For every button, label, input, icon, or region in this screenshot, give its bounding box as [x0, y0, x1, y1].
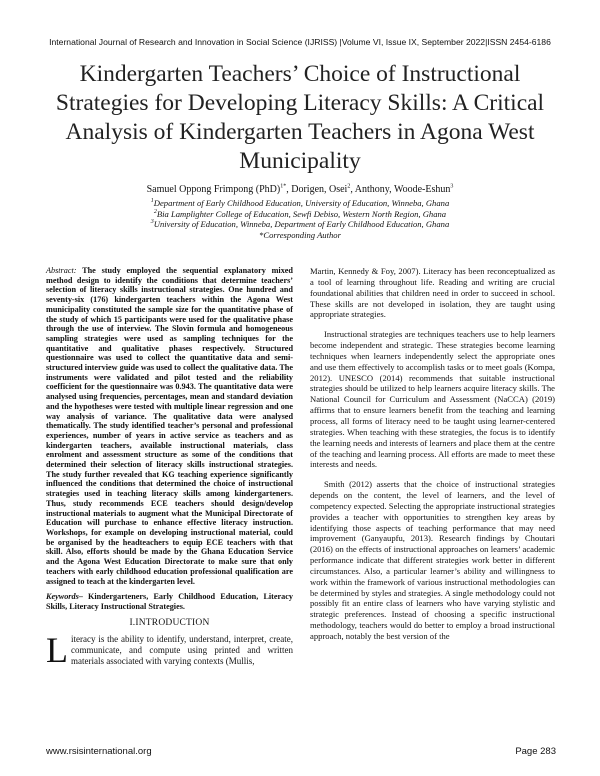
corresponding-author: *Corresponding Author	[259, 229, 341, 240]
footer-page-number: Page 283	[515, 746, 556, 757]
abstract-label: Abstract:	[46, 266, 77, 275]
section-heading-introduction: I.INTRODUCTION	[129, 617, 210, 628]
abstract-text: The study employed the sequential explanatory mixed method design to identify the conditions that determine teachers’ selection of literacy skills instructional strategies. One hundred and seventy-six (176) kindergarten teachers within the Agona West municipality constituted the sample size for the quantitative phase of the study of which 15 participants were used for the qualitative phase through the use of interview. The Slovin formula and homogeneous sampling strategies were used as sampling techniques for the quantitative and qualitative phases respectively. Structured questionnaire was used to collect the quantitative data and semi-structured interview guide was used to collect the qualitative data. The instruments were validated and pilot tested and the reliability coefficient for the questionnaire was 0.943. The quantitative data were analysed using frequencies, percentages, mean and standard deviation and the hypotheses were tested with multiple linear regression and one way analysis of variance. The qualitative data were analysed thematically. The study identified teacher’s personal and professional experiences, number of years in active service as teachers and as kindergarten teachers, available instructional materials, class enrolment and assessment structure as some of the conditions that determined their selection of literacy skills instructional strategies. The study further revealed that KG teaching experience significantly influenced the conditions that determined the choice of instructional strategies used in teaching literacy skills among kindergarteners. Thus, study recommends ECE teachers should design/develop instructional materials to augment what the Municipal Directorate of Education will purchase to enhance effective literacy instruction. Workshops, for example on developing instructional material, could be organised by the headteachers to equip ECE teachers with that skill. Also, efforts should be made by the Ghana Education Service and the Agona West Education Directorate to make sure that only teachers with early childhood education professional qualification are assigned to teach at the kindergarten level.	[46, 266, 293, 586]
abstract	[46, 266, 293, 586]
affiliation-3: $^3$University of Education, Winneba, Department of Early Childhood Education, Ghana	[150, 219, 450, 229]
left-column	[46, 266, 293, 671]
keywords-label: Keywords	[46, 592, 79, 602]
affiliation-1: $^1$Department of Early Childhood Education, University of Education, Winneba, Ghana	[150, 198, 450, 208]
footer-website: www.rsisinternational.org	[46, 746, 152, 757]
journal-header: International Journal of Research and Innovation in Social Science (IJRISS) |Volume VI, Issue IX, September 2022|ISSN 2454-6186	[49, 37, 551, 47]
author-1-sup: 1*	[280, 183, 287, 190]
paper-title: Kindergarten Teachers’ Choice of Instructional Strategies for Developing Literacy Skills: A Critical Analysis of Kindergarten Teachers in Agona West Municipality	[55, 61, 545, 174]
paragraph: Instructional strategies are techniques teachers use to help learners become independent and strategic. These strategies become learning techniques when learners independently select the appropriate ones and use them effectively to accomplish tasks or to meet goals (Kompa, 2012). UNESCO (2014) recommends that suitable instructional strategies should be utilized to help learners acquire literacy skills. The National Council for Curriculum and Assessment (NaCCA) (2019) affirms that to ensure learners benefit from the teaching and learning process, all forms of literacy need to be taught using learner-centered strategies. When teaching with these strategies, the focus is to identify the learning needs and interests of learners and place them at the centre of the teaching and learning process. All efforts are made to meet these interests and needs.	[310, 329, 555, 470]
author-3: , Anthony, Woode-Eshun	[350, 184, 451, 195]
keywords-text: – Kindergarteners, Early Childhood Education, Literacy Skills, Literacy Instructional Strategies.	[46, 592, 293, 611]
author-2: , Dorigen, Osei	[286, 184, 348, 195]
affiliations	[40, 198, 560, 240]
right-column	[310, 266, 555, 651]
intro-paragraph	[46, 630, 293, 671]
drop-cap: L	[46, 630, 68, 671]
paragraph: Martin, Kennedy & Foy, 2007). Literacy has been reconceptualized as a tool of learning throughout life. Reading and writing are crucial foundational abilities that children need in order to succeed in school. These skills are not developed in isolation, they are taught using appropriate strategies.	[310, 266, 555, 320]
author-1: Samuel Oppong Frimpong (PhD)	[146, 184, 281, 195]
affiliation-2: $^2$Bia Lamplighter College of Education, Sewfi Debiso, Western North Region, Ghana	[153, 208, 447, 219]
author-list	[40, 184, 560, 196]
author-2-sup: 2	[347, 183, 351, 190]
author-3-sup: 3	[450, 183, 454, 190]
paragraph: Smith (2012) asserts that the choice of instructional strategies depends on the content, the level of learners, and the level of competency expected. Selecting the appropriate instructional strategies provides a teacher with opportunities to strengthen key areas by identifying those aspects of teaching performance that may need improvement (Ganyaupfu, 2013). Research findings by Choutari (2016) on the effects of instructional approaches on learners’ academic performance indicate that different strategies work better in different circumstances. Also, a particular learner’s ability and willingness to work within the framework of various instructional methodologies can be determined by styles and strategies. A single methodology could not possibly fit an entire class of learners who have varying stylistic and strategic preferences. Instead of choosing a specific instructional methodology, teachers would do better to employ a broad instructional approach, notably the best version of the	[310, 479, 555, 641]
keywords	[46, 592, 293, 611]
intro-text: iteracy is the ability to identify, understand, interpret, create, communicate, and compute using printed and written materials associated with varying contexts (Mullis,	[71, 634, 293, 666]
